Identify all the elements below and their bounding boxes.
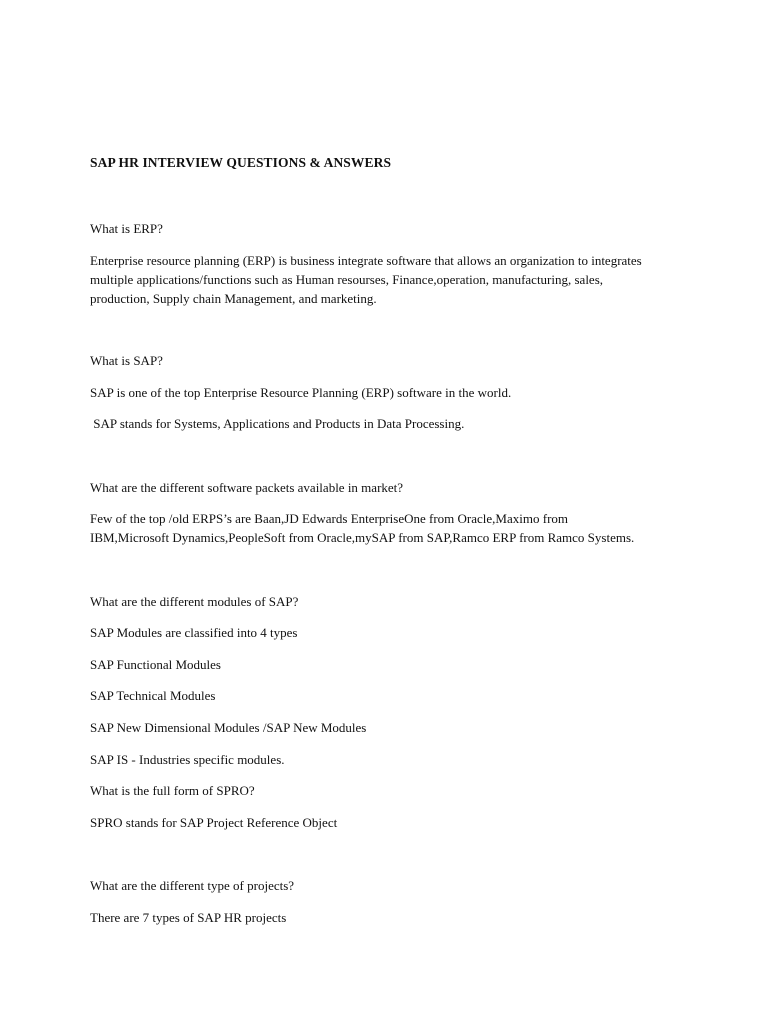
module-item: SAP Functional Modules (90, 657, 221, 672)
answer-erp-line-1: Enterprise resource planning (ERP) is business integrate software that allows an organization to integrates (90, 253, 642, 268)
question-modules: What are the different modules of SAP? (90, 594, 299, 609)
question-sap: What is SAP? (90, 353, 163, 368)
question-packets: What are the different software packets available in market? (90, 480, 404, 495)
answer-erp-line-3: production, Supply chain Management, and marketing. (90, 291, 377, 306)
answer-modules-intro: SAP Modules are classified into 4 types (90, 625, 298, 640)
question-projects: What are the different type of projects? (90, 878, 295, 893)
module-item: SAP New Dimensional Modules /SAP New Modules (90, 720, 367, 735)
answer-sap-1: SAP is one of the top Enterprise Resource Planning (ERP) software in the world. (90, 385, 512, 400)
question-spro: What is the full form of SPRO? (90, 783, 255, 798)
answer-erp (90, 251, 690, 308)
module-item: SAP IS - Industries specific modules. (90, 752, 285, 767)
answer-packets-line-2: IBM,Microsoft Dynamics,PeopleSoft from Oracle,mySAP from SAP,Ramco ERP from Ramco Systems. (90, 530, 635, 545)
answer-sap-2: SAP stands for Systems, Applications and Products in Data Processing. (90, 416, 465, 431)
module-item: SAP Technical Modules (90, 688, 216, 703)
question-erp: What is ERP? (90, 221, 163, 236)
answer-erp-line-2: multiple applications/functions such as Human resourses, Finance,operation, manufacturing, sales, (90, 272, 604, 287)
answer-spro: SPRO stands for SAP Project Reference Object (90, 815, 338, 830)
answer-packets (90, 509, 690, 547)
answer-packets-line-1: Few of the top /old ERPS’s are Baan,JD Edwards EnterpriseOne from Oracle,Maximo from (90, 511, 569, 526)
document-title: SAP HR INTERVIEW QUESTIONS & ANSWERS (90, 155, 392, 170)
answer-projects: There are 7 types of SAP HR projects (90, 910, 287, 925)
